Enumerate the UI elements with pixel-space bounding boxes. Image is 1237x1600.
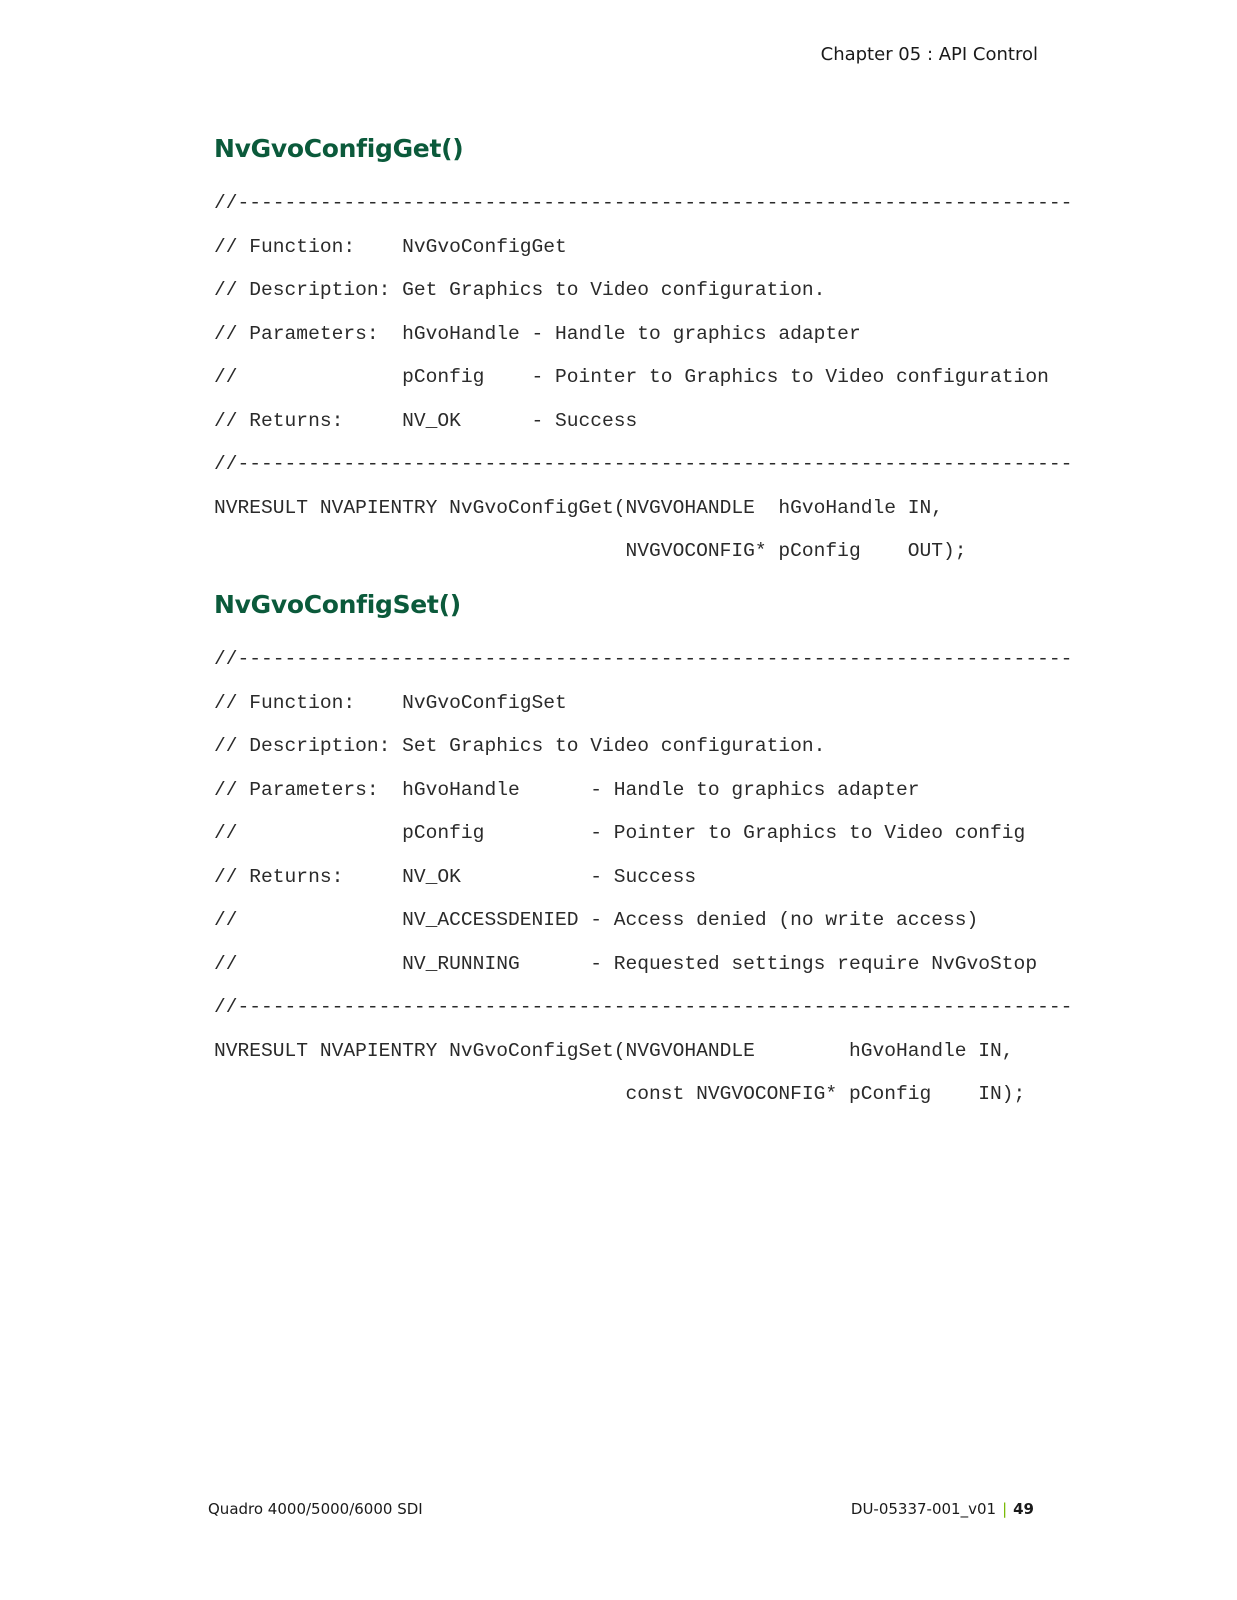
chapter-header: Chapter 05 : API Control bbox=[820, 44, 1038, 65]
code-line: //----------------------------------------------------------------------- bbox=[214, 996, 1073, 1018]
code-line: // Returns: NV_OK - Success bbox=[214, 865, 697, 888]
code-line: // NV_RUNNING - Requested settings require NvGvoStop bbox=[214, 952, 1038, 975]
section-title: NvGvoConfigSet() bbox=[214, 590, 461, 619]
code-line: NVRESULT NVAPIENTRY NvGvoConfigSet(NVGVOHANDLE hGvoHandle IN, bbox=[214, 1039, 1014, 1062]
footer-separator: | bbox=[1002, 1500, 1008, 1518]
footer-product: Quadro 4000/5000/6000 SDI bbox=[208, 1500, 423, 1518]
code-line: // pConfig - Pointer to Graphics to Video configuration bbox=[214, 366, 1049, 388]
code-line: // Parameters: hGvoHandle - Handle to graphics adapter bbox=[214, 322, 861, 345]
code-line: //----------------------------------------------------------------------- bbox=[214, 453, 1073, 475]
section-nvgvoconfigset bbox=[214, 589, 1074, 1117]
code-line: // Description: Get Graphics to Video configuration. bbox=[214, 279, 826, 301]
code-line: // NV_ACCESSDENIED - Access denied (no write access) bbox=[214, 909, 979, 931]
code-line: // Function: NvGvoConfigGet bbox=[214, 235, 567, 258]
code-line: // Description: Set Graphics to Video configuration. bbox=[214, 735, 826, 757]
code-line: // Parameters: hGvoHandle - Handle to graphics adapter bbox=[214, 778, 920, 801]
code-line: const NVGVOCONFIG* pConfig IN); bbox=[214, 1083, 1026, 1105]
code-line: NVGVOCONFIG* pConfig OUT); bbox=[214, 540, 967, 562]
code-line: //----------------------------------------------------------------------- bbox=[214, 648, 1073, 670]
code-line: // Function: NvGvoConfigSet bbox=[214, 691, 567, 714]
code-block bbox=[214, 638, 1074, 1117]
page-number: 49 bbox=[1013, 1500, 1034, 1518]
footer-doc-id: DU-05337-001_v01 bbox=[850, 1500, 997, 1518]
section-title: NvGvoConfigGet() bbox=[214, 134, 464, 163]
footer-page-info bbox=[851, 1500, 1034, 1518]
code-line: NVRESULT NVAPIENTRY NvGvoConfigGet(NVGVOHANDLE hGvoHandle IN, bbox=[214, 496, 944, 519]
code-block bbox=[214, 182, 1074, 574]
code-line: //----------------------------------------------------------------------- bbox=[214, 192, 1073, 214]
code-line: // Returns: NV_OK - Success bbox=[214, 409, 638, 432]
section-nvgvoconfigget bbox=[214, 133, 1074, 574]
code-line: // pConfig - Pointer to Graphics to Video config bbox=[214, 822, 1026, 844]
